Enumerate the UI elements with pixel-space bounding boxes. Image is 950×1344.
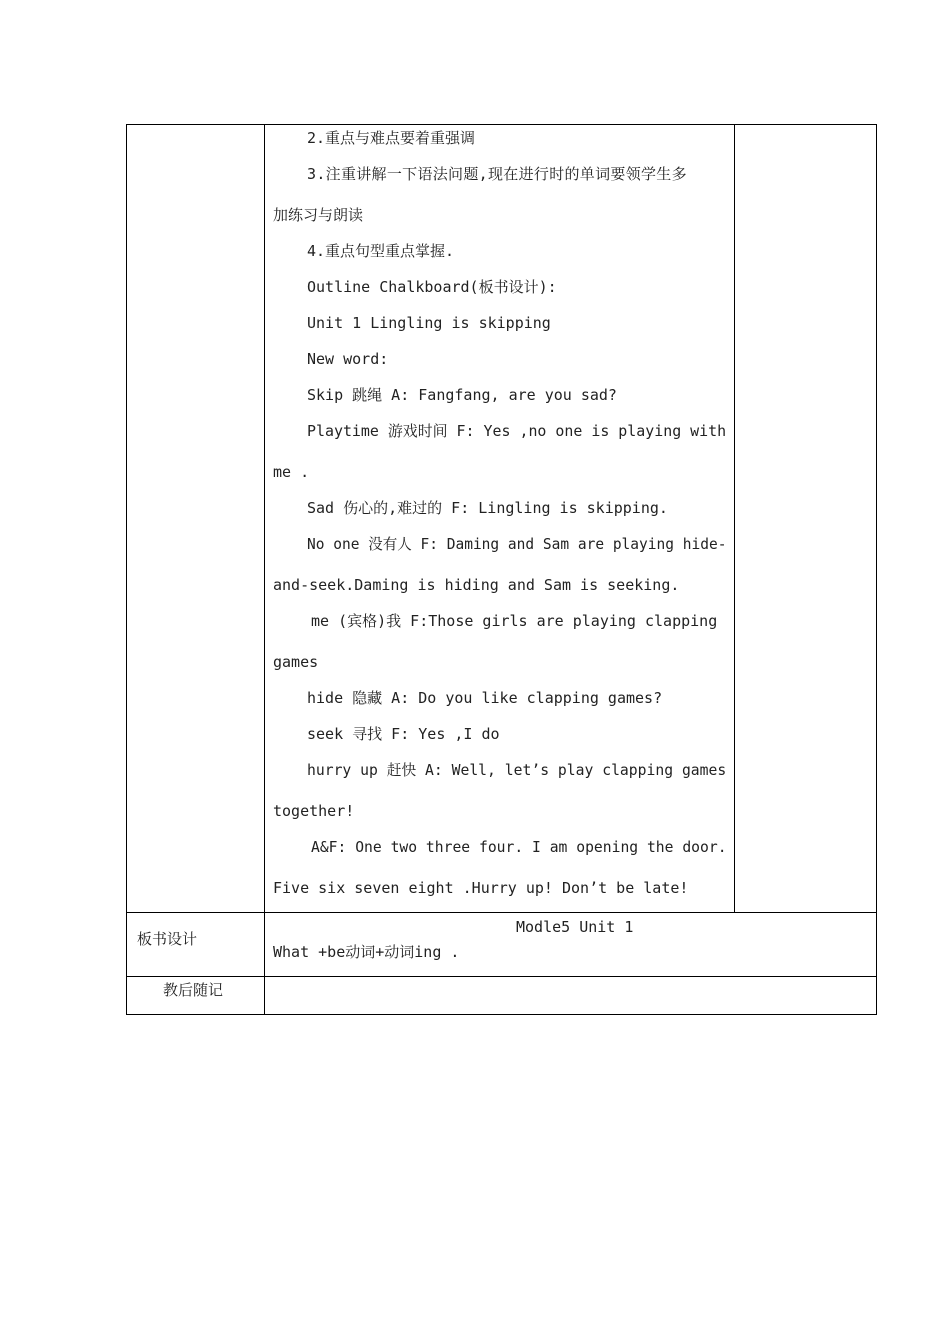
- content-line: A&F: One two three four. I am opening the door.: [311, 838, 727, 856]
- content-line: me .: [273, 463, 310, 481]
- table-left-border: [126, 124, 127, 1015]
- content-line: and-seek.Daming is hiding and Sam is seeking.: [273, 576, 680, 594]
- content-line: me (宾格)我 F:Those girls are playing clapping: [311, 612, 718, 630]
- content-line: hide 隐藏 A: Do you like clapping games?: [307, 689, 663, 707]
- content-line: together!: [273, 802, 355, 820]
- row-divider-1: [126, 912, 877, 913]
- content-line: seek 寻找 F: Yes ,I do: [307, 725, 500, 743]
- content-line: Sad 伤心的,难过的 F: Lingling is skipping.: [307, 499, 668, 517]
- content-line: Playtime 游戏时间 F: Yes ,no one is playing with: [307, 422, 727, 440]
- board-title: Modle5 Unit 1: [516, 918, 634, 936]
- content-line: games: [273, 653, 319, 671]
- content-line: 加练习与朗读: [273, 206, 364, 224]
- content-line: Outline Chalkboard(板书设计):: [307, 278, 557, 296]
- content-line: Skip 跳绳 A: Fangfang, are you sad?: [307, 386, 617, 404]
- notes-cell: [265, 977, 876, 1014]
- board-line: What +be动词+动词ing .: [273, 943, 460, 961]
- board-label: 板书设计: [137, 930, 198, 948]
- content-right-divider: [734, 124, 735, 913]
- content-line: 4.重点句型重点掌握.: [307, 242, 455, 260]
- content-line: 2.重点与难点要着重强调: [307, 129, 476, 147]
- column-divider: [264, 124, 265, 1015]
- table-bottom-border: [126, 1014, 877, 1015]
- content-line: hurry up 赶快 A: Well, let’s play clapping games: [307, 761, 727, 779]
- content-line: No one 没有人 F: Daming and Sam are playing hide-: [307, 535, 727, 553]
- table-top-border: [126, 124, 877, 125]
- notes-label: 教后随记: [163, 981, 224, 999]
- content-line: Five six seven eight .Hurry up! Don’t be late!: [273, 879, 689, 897]
- content-line: New word:: [307, 350, 389, 368]
- table-right-border: [876, 124, 877, 1015]
- content-line: Unit 1 Lingling is skipping: [307, 314, 551, 332]
- content-line: 3.注重讲解一下语法问题,现在进行时的单词要领学生多: [307, 165, 687, 183]
